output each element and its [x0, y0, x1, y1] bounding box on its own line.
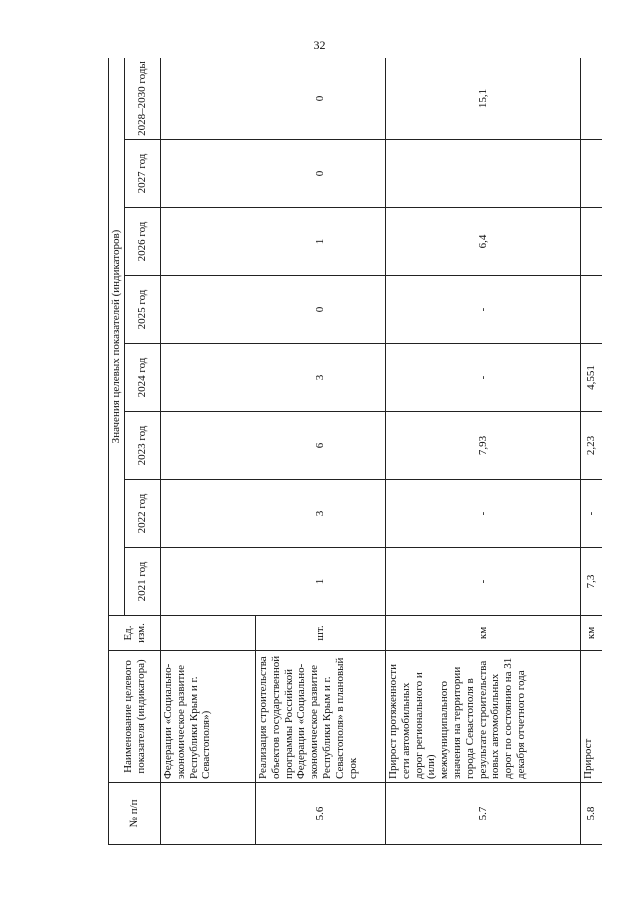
table-row [161, 58, 256, 845]
row-value: - [386, 480, 581, 548]
header-unit: Ед. изм. [109, 616, 161, 651]
row-name: Федерации «Социально-экономическое развитие Республики Крым и г. Севастополя») [161, 651, 256, 783]
header-values-group: Значения целевых показателей (индикаторов) [109, 58, 125, 616]
row-value: 7,93 [386, 412, 581, 480]
row-value: 2,23 [581, 412, 603, 480]
row-name: Прирост [581, 651, 603, 783]
header-year: 2023 год [125, 412, 161, 480]
row-value [161, 58, 256, 140]
row-value [581, 58, 603, 140]
row-value: 3 [256, 344, 386, 412]
header-year: 2021 год [125, 548, 161, 616]
header-num: № п/п [109, 783, 161, 845]
table-container [108, 58, 602, 845]
row-value: 4,551 [581, 344, 603, 412]
header-year: 2028–2030 годы [125, 58, 161, 140]
header-year: 2025 год [125, 276, 161, 344]
row-value [161, 412, 256, 480]
header-name: Наименование целевого показателя (индикатора) [109, 651, 161, 783]
indicators-table [108, 58, 602, 845]
row-unit: км [581, 616, 603, 651]
row-value [161, 276, 256, 344]
rotated-table [108, 58, 602, 845]
row-unit: км [386, 616, 581, 651]
row-value [161, 208, 256, 276]
row-value: 6,4 [386, 208, 581, 276]
row-value [581, 208, 603, 276]
row-value [161, 344, 256, 412]
row-value: 0 [256, 276, 386, 344]
row-value: 0 [256, 140, 386, 208]
row-unit [161, 616, 256, 651]
row-num: 5.8 [581, 783, 603, 845]
row-value [581, 276, 603, 344]
row-value: - [581, 480, 603, 548]
row-value [161, 480, 256, 548]
header-year: 2022 год [125, 480, 161, 548]
header-year: 2026 год [125, 208, 161, 276]
row-value: 1 [256, 208, 386, 276]
row-value [581, 140, 603, 208]
row-value: 7,3 [581, 548, 603, 616]
row-name: Реализация строительства объектов государственной программы Российской Федерации «Социально-экономическое развитие Республики Крым и г. Севастополя» в плановый срок [256, 651, 386, 783]
row-value: 3 [256, 480, 386, 548]
row-value: - [386, 548, 581, 616]
row-value: 15,1 [386, 58, 581, 140]
header-year: 2027 год [125, 140, 161, 208]
row-name: Прирост протяженности сети автомобильных дорог регионального и (или) межмуниципального значения на территории города Севастополя в результате строительства новых автомобильных дорог по состоянию на 31 декабря отчетного года [386, 651, 581, 783]
table-row [386, 58, 581, 845]
row-value [161, 548, 256, 616]
row-value: - [386, 276, 581, 344]
row-value [161, 140, 256, 208]
row-num [161, 783, 256, 845]
row-value: 6 [256, 412, 386, 480]
row-num: 5.6 [256, 783, 386, 845]
page-number: 32 [313, 38, 326, 52]
row-value: 1 [256, 548, 386, 616]
row-unit: шт. [256, 616, 386, 651]
table-row [581, 58, 603, 845]
row-value: 0 [256, 58, 386, 140]
header-year: 2024 год [125, 344, 161, 412]
row-num: 5.7 [386, 783, 581, 845]
table-row [256, 58, 386, 845]
row-value [386, 140, 581, 208]
row-value: - [386, 344, 581, 412]
